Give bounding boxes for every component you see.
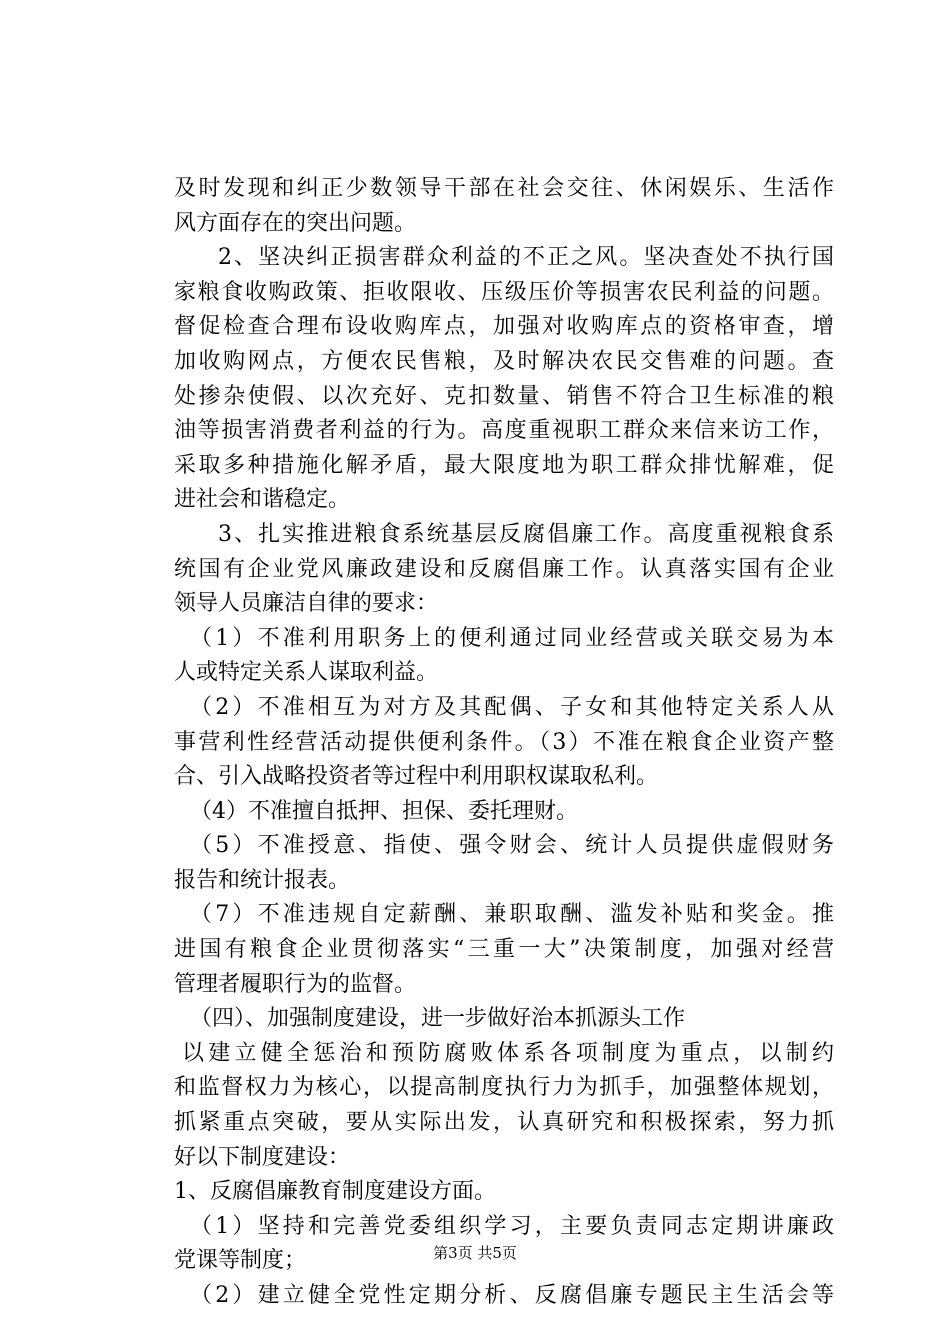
text-line: 进社会和谐稳定。: [174, 487, 351, 513]
text-line: 1、反腐倡廉教育制度建设方面。: [174, 1179, 496, 1205]
text-line: 处掺杂使假、以次充好、克扣数量、销售不符合卫生标准的粮: [174, 383, 834, 409]
text-line: 事营利性经营活动提供便利条件。（3）不准在粮食企业资产整: [174, 729, 834, 755]
text-line: （1）不准利用职务上的便利通过同业经营或关联交易为本: [190, 625, 834, 651]
text-line: （5）不准授意、指使、强令财会、统计人员提供虚假财务: [190, 833, 834, 859]
text-line: 合、引入战略投资者等过程中利用职权谋取私利。: [174, 764, 659, 790]
text-line: 抓紧重点突破，要从实际出发，认真研究和积极探索，努力抓: [174, 1110, 834, 1136]
text-line: 督促检查合理布设收购库点，加强对收购库点的资格审查，增: [174, 314, 834, 340]
text-line: 加收购网点，方便农民售粮，及时解决农民交售难的问题。查: [174, 348, 834, 374]
text-line: 3、扎实推进粮食系统基层反腐倡廉工作。高度重视粮食系: [218, 521, 834, 547]
text-line: 以建立健全惩治和预防腐败体系各项制度为重点，以制约: [182, 1040, 834, 1066]
text-line: 好以下制度建设：: [174, 1144, 351, 1170]
page-footer: 第3页 共5页: [433, 1244, 517, 1262]
text-line: （4）不准擅自抵押、担保、委托理财。: [190, 798, 578, 824]
document-body: [174, 172, 834, 1314]
text-line: （四）、加强制度建设，进一步做好治本抓源头工作: [190, 1006, 686, 1032]
text-line: 家粮食收购政策、拒收限收、压级压价等损害农民利益的问题。: [174, 279, 834, 305]
text-line: （2）建立健全党性定期分析、反腐倡廉专题民主生活会等: [190, 1283, 834, 1308]
text-line: 管理者履职行为的监督。: [174, 971, 417, 997]
text-line: （1）坚持和完善党委组织学习，主要负责同志定期讲廉政: [190, 1213, 834, 1239]
text-line: 人或特定关系人谋取利益。: [174, 660, 439, 686]
text-line: 采取多种措施化解矛盾，最大限度地为职工群众排忧解难，促: [174, 452, 834, 478]
text-line: 领导人员廉洁自律的要求：: [174, 591, 439, 617]
text-line: （2）不准相互为对方及其配偶、子女和其他特定关系人从: [190, 694, 834, 720]
text-line: 报告和统计报表。: [174, 867, 351, 893]
text-line: 及时发现和纠正少数领导干部在社会交往、休闲娱乐、生活作: [174, 176, 834, 201]
text-line: 2、坚决纠正损害群众利益的不正之风。坚决查处不执行国: [218, 245, 834, 271]
text-line: 进国有粮食企业贯彻落实“三重一大”决策制度，加强对经营: [174, 937, 834, 963]
text-line: 统国有企业党风廉政建设和反腐倡廉工作。认真落实国有企业: [174, 556, 834, 582]
text-line: 党课等制度；: [174, 1248, 307, 1274]
text-line: （7）不准违规自定薪酬、兼职取酬、滥发补贴和奖金。推: [190, 902, 834, 928]
text-line: 和监督权力为核心，以提高制度执行力为抓手，加强整体规划，: [174, 1075, 834, 1101]
text-line: 风方面存在的突出问题。: [174, 210, 417, 236]
text-line: 油等损害消费者利益的行为。高度重视职工群众来信来访工作，: [174, 418, 834, 444]
